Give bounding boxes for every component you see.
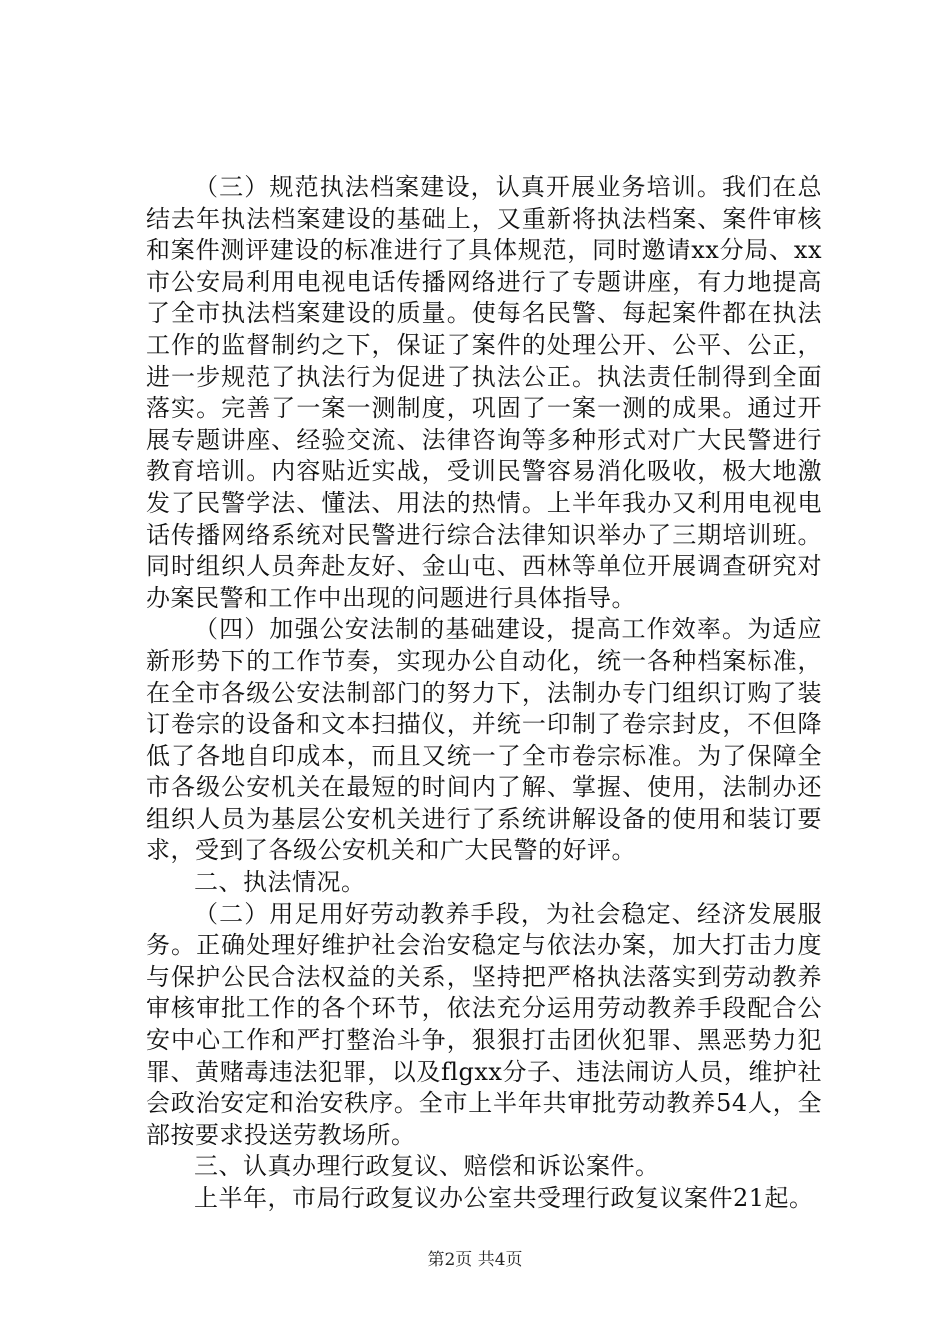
heading-administrative-review: 三、认真办理行政复议、赔偿和诉讼案件。	[194, 1152, 660, 1181]
document-body	[146, 172, 822, 1215]
paragraph-infrastructure: （四）加强公安法制的基础建设，提高工作效率。为适应新形势下的工作节奏，实现办公自动化，统一各种档案标准，在全市各级公安法制部门的努力下，法制办专门组织订购了装订卷宗的设备和文本扫描仪，并统一印制了卷宗封皮，不但降低了各地自印成本，而且又统一了全市卷宗标准。为了保障全市各级公安机关在最短的时间内了解、掌握、使用，法制办还组织人员为基层公安机关进行了系统讲解设备的使用和装订要求，受到了各级公安机关和广大民警的好评。	[146, 615, 822, 865]
paragraph-archive-training: （三）规范执法档案建设，认真开展业务培训。我们在总结去年执法档案建设的基础上，又重新将执法档案、案件审核和案件测评建设的标准进行了具体规范，同时邀请xx分局、xx市公安局利用电视电话传播网络进行了专题讲座，有力地提高了全市执法档案建设的质量。使每名民警、每起案件都在执法工作的监督制约之下，保证了案件的处理公开、公平、公正，进一步规范了执法行为促进了执法公正。执法责任制得到全面落实。完善了一案一测制度，巩固了一案一测的成果。通过开展专题讲座、经验交流、法律咨询等多种形式对广大民警进行教育培训。内容贴近实战，受训民警容易消化吸收，极大地激发了民警学法、懂法、用法的热情。上半年我办又利用电视电话传播网络系统对民警进行综合法律知识举办了三期培训班。同时组织人员奔赴友好、金山屯、西林等单位开展调查研究对办案民警和工作中出现的问题进行具体指导。	[146, 173, 822, 612]
page-footer: 第2页 共4页	[427, 1250, 523, 1270]
heading-law-enforcement: 二、执法情况。	[194, 868, 366, 897]
paragraph-review-cases: 上半年，市局行政复议办公室共受理行政复议案件21起。	[194, 1184, 814, 1212]
paragraph-labor-education: （二）用足用好劳动教养手段，为社会稳定、经济发展服务。正确处理好维护社会治安稳定与依法办案，加大打击力度与保护公民合法权益的关系，坚持把严格执法落实到劳动教养审核审批工作的各个环节，依法充分运用劳动教养手段配合公安中心工作和严打整治斗争，狠狠打击团伙犯罪、黑恶势力犯罪、黄赌毒违法犯罪，以及flgxx分子、违法闹访人员，维护社会政治安定和治安秩序。全市上半年共审批劳动教养54人，全部按要求投送劳教场所。	[146, 899, 822, 1149]
